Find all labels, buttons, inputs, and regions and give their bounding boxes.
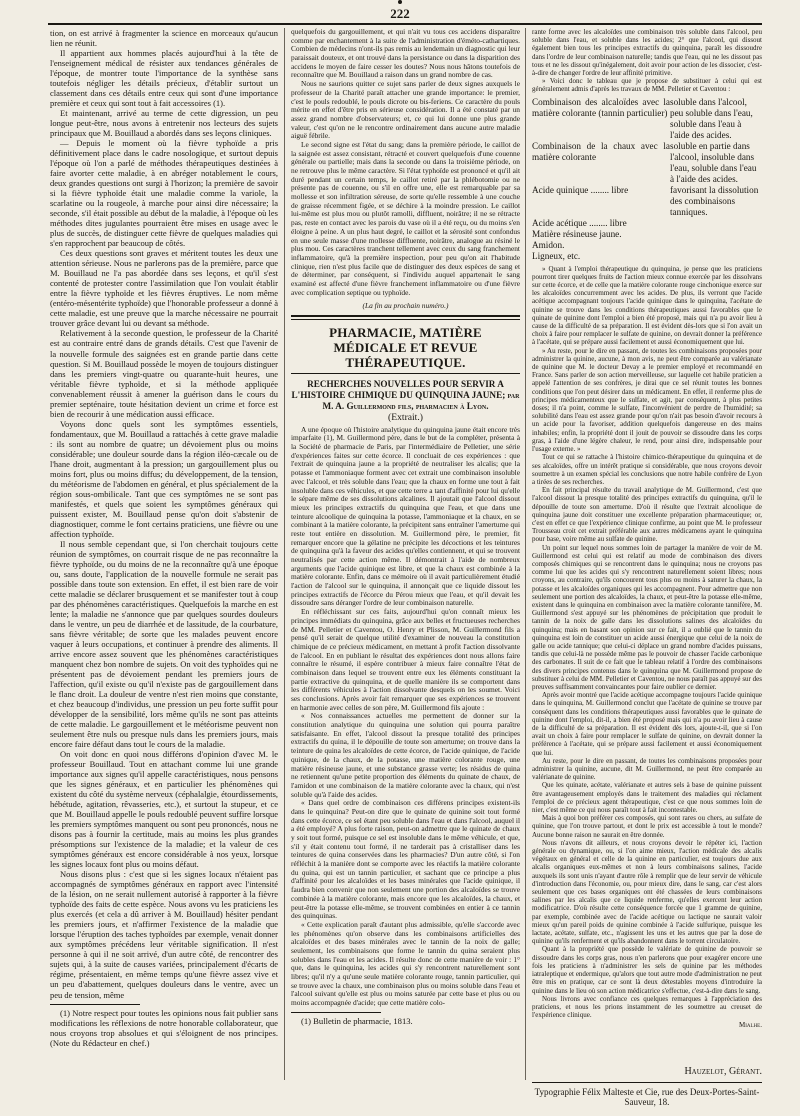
paragraph: Nous ne saurions quitter ce sujet sans parler de deux signes auxquels le professeur de la Charité paraît attacher une grande importance: le premier, c'est le pouls redoublé, le pouls dicrote ou bis-feriens. Ce caractère du pouls mérite en effet d'être pris en sérieuse considération. Il a été constaté par un assez grand nombre d'observateurs; et, ce qui lui donne une plus grande valeur, c'est qu'on ne le rencontre ordinairement dans aucune autre maladie aiguë fébrile.: [291, 79, 520, 141]
paragraph: quelquefois du gargouillement, et qui n'ait vu tous ces accidens disparaître comme par enchantement à la suite de l'administration d'éméto-cathartiques. Combien de médecins n'ont-ils pas remis au lendemain un diagnostic qui leur paraissait douteux, et ont trouvé dans la persistance ou dans la disparition des accidens le moyen de faire cesser les doutes? Nous nous hâtons toutefois de reconnaître que M. Bouillaud a raison dans un grand nombre de cas.: [291, 27, 520, 80]
table-row: [532, 97, 762, 141]
article-heading: RECHERCHES NOUVELLES POUR SERVIR A L'HISTOIRE CHIMIQUE DU QUINQUINA JAUNE; par M. A. Guillermond fils, pharmacien à Lyon.: [291, 379, 520, 411]
author-signature: Mialhe.: [739, 1021, 762, 1030]
article-subheading: (Extrait.): [388, 412, 423, 423]
paragraph: rante forme avec les alcaloïdes une combinaison très soluble dans l'alcool, peu soluble dans l'eau, et soluble dans les acides; 2° que l'alcool, qui dissout également bien tous les principes extractifs du quinquina, paraît les dissoudre dans l'ordre de leur combinaison naturelle; tandis que l'eau, qui ne les dissout pas tous et ne les dissout qu'inégalement, doit avoir pour action de les dissocier, c'est-à-dire de changer l'ordre de leur affinité primitive.: [532, 28, 762, 78]
table-cell: Acide quinique ........ libre: [532, 184, 629, 195]
paragraph: » Quant à l'emploi thérapeutique du quinquina, je pense que les praticiens pourront tirer quelques fruits de l'action mieux connue exercée par les dissolvans sur cette écorce, et de celle que la matière colorante rouge cinchonique exerce sur les alcaloïdes concurremment avec les acides. De plus, ils verront que l'acide acétique accompagnant toujours l'acide quinique dans le quinquina, l'acétate de quinine se trouve dans les conditions thérapeutiques aussi favorables que le quinate de quinine dont l'emploi a bien été proposé, mais qui n'a pu avoir lieu à cause de la difficulté de sa préparation. Il est évident dès-lors que si l'on avait un choix à faire pour remplacer le sulfate de quinine, on devrait donner la préférence à l'acétate, qui se prépare aussi facilement et aussi économiquement que lui.: [532, 264, 762, 347]
paragraph: En réfléchissant sur ces faits, aujourd'hui qu'on connaît mieux les principes immédiats du quinquina, grâce aux belles et fructueuses recherches de MM. Pelletier et Caventou, O. Henry et Plisson, M. Guillermond fils a pensé qu'il serait de quelque utilité d'examiner de nouveau la constitution chimique de ce précieux médicament, en mettant à profit l'action dissolvante de l'alcool. En en publiant le résultat des expériences dont nous allons faire connaître le résumé, il espère contribuer à mieux faire connaître l'état de combinaison dans lequel se trouvent entre eux les éléments constituant la partie extractive du quinquina, et de quelle manière ils se comportent dans les différents véhicules à l'action dissolvante desquels on les soumet. Voici ses conclusions. Après avoir fait remarquer que ses expériences se trouvent en harmonie avec celles de son père, M. Guillermond fils ajoute :: [291, 607, 520, 712]
table-row: [532, 185, 762, 218]
table-cell: Matière résineuse jaune.: [532, 228, 622, 239]
header-rule: [48, 23, 762, 25]
section-title: PHARMACIE, MATIÈRE MÉDICALE ET REVUE THÉRAPEUTIQUE.: [329, 325, 482, 370]
paragraph: « Cette explication paraît d'autant plus admissible, qu'elle s'accorde avec les phénomènes qu'on observe dans les combinaisons artificielles des alcaloïdes et des bases minérales avec le tannin de la noix de galle; seulement, les combinaisons que forme le tannin du quina seraient plus solubles dans l'eau et les acides. Il résulte donc de cette manière de voir : 1° que, dans le quinquina, les acides qui s'y rencontrent naturellement sont libres; qu'il n'y a qu'une seule matière colorante rouge, tannin particulier, qui se trouve avec la chaux, une combinaison plus ou moins soluble dans l'eau et l'alcool suivant qu'elle est plus ou moins saturée par cette base et plus ou ou moins accompagnée d'acide; que cette matière colo-: [291, 919, 520, 1008]
continued-note: (La fin au prochain numéro.): [362, 301, 449, 311]
paragraph: » Au reste, pour le dire en passant, de toutes les combinaisons proposées pour administrer la quinine, aucune, à mon avis, ne peut être comparée au valérianate de quinine que M. le docteur Devay a le premier employé et recommandé en France. Sans parler de son action merveilleuse, sur laquelle cet habile praticien a appelé l'attention de ses confrères, je dirai que ce sel réunit toutes les bonnes conditions que l'on peut désirer dans un médicament. En effet, il renferme plus de principes médicamenteux que le sulfate, et agit, par conséquent, à plus petites doses; il n'a point, comme le sulfate, l'inconvénient de perdre de l'humidité; sa solubilité dans l'eau est assez grande pour qu'on n'ait pas besoin d'avoir recours à un acide pour la favoriser, addition quelquefois dangereuse en des mains inhabiles; enfin, la propriété dont il jouit de pouvoir se dissoudre dans les corps gras, à l'aide d'une légère chaleur, le rend, pour ainsi dire, indispensable pour l'usage externe. »: [532, 346, 762, 454]
table-row: [532, 141, 762, 185]
paragraph: Il appartient aux hommes placés aujourd'hui à la tête de l'enseignement médical de résister aux tendances générales de l'époque, de montrer toute l'importance de la synthèse sans toutefois négliger les détails précieux, d'établir surtout un classement dans ces détails entre ceux qui sont d'une importance première et ceux qui sont tout à fait accessoires (1).: [50, 48, 278, 109]
paragraph: Nous n'avons dit ailleurs, et nous croyons devoir le répéter ici, l'action générale ou dynamique, ou, si l'on aime mieux, l'action médicale des alcalis végétaux en général et celle de la quinine en particulier, est toujours due aux alcalis organiques eux-mêmes et non à leurs combinaisons salines, l'acide auxquels ils sont unis n'ayant d'autre rôle à remplir que de leur servir de véhicule d'introduction dans l'économie, ou, pour mieux dire, dans le sang, car c'est alors seulement que ces bases organiques ont été chassées de leurs combinaisons salines par les alcalis que ce liquide renferme, qu'elles exercent leur action modificatrice. D'où résulte cette conséquence forcée que 1 gramme de quinine, par exemple, combinée avec de l'acide acétique ou lactique ne saurait valoir mieux qu'un pareil poids de quinine combinée à l'acide sulfurique, puisque les lactate, acétate, sulfate, etc., n'agissent les uns et les autres que par la dose de quinine qu'ils renferment et qu'ils abandonnent dans le torrent circulatoire.: [532, 838, 762, 946]
paragraph: Et maintenant, arrivé au terme de cette digression, un peu longue peut-être, nous avons à entretenir nos lecteurs des sujets principaux que M. Bouillaud a abordés dans ses leçons cliniques.: [50, 108, 278, 139]
paragraph: Après avoir montré que l'acide acétique accompagne toujours l'acide quinique dans le quinquina, M. Guillermond conclut que l'acétate de quinine se trouve par conséquent dans les conditions thérapeutiques aussi favorables que le quinate de quinine dont l'emploi, dit-il, a bien été proposé mais qui n'a pu avoir lieu à cause de la difficulté de sa préparation. Il est évident dès lors, ajoute-t-il, que si l'on avait un choix à faire pour remplacer le sulfate de quinine, on devrait donner la préférence à l'acétate, qui se prépare aussi facilement et aussi économiquement que lui.: [532, 691, 762, 757]
table-row: [532, 251, 762, 262]
paragraph: Relativement à la seconde question, le professeur de la Charité est au contraire entré dans de grands détails. C'est que l'avenir de la nouvelle formule des saignées est en grande partie dans cette question. Si M. Bouillaud possède le moyen de toujours distinguer dans les premiers vingt-quatre ou quarante-huit heures, une véritable fièvre typhoïde, et si la méthode appliquée convenablement réussit à amener la guérison dans le cours du premier septénaire, toute hésitation devient un crime et force est bien de recourir à une médication aussi efficace.: [50, 328, 278, 419]
paragraph: Quant à la propriété que possède le valériate de quinine de pouvoir se dissoudre dans les corps gras, nous n'en parlerons que pour exagérer encore une fois les praticiens à n'administrer les sels de quinine par les méthodes iatraleptique et endermique, qu'alors que tout autre mode d'administration ne peut être mis en pratique, car ce sont là deux détestables moyens d'introduire la quinine dans le lieu où son action médicatrice s'effectue, c'est-à-dire dans le sang.: [532, 945, 762, 995]
table-cell: [670, 240, 762, 251]
footnote: (1) Notre respect pour toutes les opinions nous fait publier sans modifications les réflexions de notre honorable collaborateur, que nous croyons trop absolues et qui s'éloignent de nos principes. (Note du Rédacteur en chef.): [50, 1007, 278, 1048]
table-row: [532, 229, 762, 240]
footnote-rule: [291, 1012, 381, 1013]
paragraph: Le second signe est l'état du sang; dans la première période, le caillot de la saignée est assez consistant, rétracté et couvert quelquefois d'une couenne générale ou partielle; mais dans la seconde ou dans la troisième période, on ne retrouve plus le même caractère. Si l'état typhoïde est prononcé et qu'il ait duré pendant un certain temps, le caillot retiré par la phlébotomie ou ne présente pas de couenne, ou s'il en offre une, elle est remarquable par sa mollesse et son infiltration séreuse, de sorte qu'elle ressemble à une couche de graisse récemment figée, et se déchire à la moindre pression. Le caillot lui-même est plus mou ou plutôt ramolli, diffluent, noirâtre; il ne se rétracte pas, reste en contact avec les parois du vase où il a été reçu, ou du moins s'en éloigne à peine. A un plus haut degré, le caillot et la sérosité sont confondus en une seule masse d'une mollesse diffluente, noirâtre, analogue au résiné le plus mou. Ces caractères tranchent tellement avec ceux du sang franchement inflammatoire, qu'à la première inspection, pour peu qu'on ait l'habitude clinique, rien n'est plus facile que de distinguer des deux espèces de sang et de déterminer, par conséquent, si l'individu auquel appartenait le sang examiné est affecté d'une fièvre franchement inflammatoire ou d'une fièvre avec complication septique ou typhoïde.: [291, 139, 520, 297]
section-rule: [291, 315, 520, 317]
column-3: [532, 28, 762, 1034]
paragraph: tion, on est arrivé à fragmenter la science en morceaux qu'aucun lien ne réunit.: [50, 28, 278, 49]
composition-table: [532, 97, 762, 262]
paragraph: Nous livrons avec confiance ces quelques remarques à l'appréciation des praticiens, et nous les prions instamment de les soumettre au creuset de l'expérience clinique.: [532, 994, 762, 1020]
paragraph: Ces deux questions sont graves et méritent toutes les deux une attention sérieuse. Nous ne parlerons pas de la première, parce que M. Bouillaud ne l'a pas abordée dans ses leçons, et qu'il s'est contenté de protester contre l'assimilation que l'on voulait établir entre la fièvre typhoïde et les fièvres éruptives. Le nom même (entéro-mésentérite typhoïde) que l'honorable professeur a donné à cette maladie, est une preuve que la marche nécessaire ne pourrait trouver grâce devant lui ou devant sa méthode.: [50, 248, 278, 329]
table-cell: soluble dans l'alcool, peu soluble dans l'eau, soluble dans l'eau à l'aide des acides.: [670, 96, 753, 140]
column-divider: [525, 28, 526, 1080]
table-cell: Amidon.: [532, 239, 565, 250]
table-cell: [670, 251, 762, 262]
paragraph: » Voici donc le tableau que je propose de substituer à celui qui est généralement admis d'après les travaux de MM. Pelletier et Caventou :: [532, 77, 762, 94]
table-row: [532, 240, 762, 251]
paragraph: Nous disons plus : c'est que si les signes locaux n'étaient pas accompagnés de symptômes généraux en rapport avec l'intensité de la lésion, on ne serait nullement autorisé à rapporter à la fièvre typhoïde des faits de cette espèce. Nous avons vu les praticiens les plus exercés (et cela a dû arriver à M. Bouillaud) hésiter pendant les premiers jours, et n'affirmer l'existence de la maladie que lorsque l'éruption des taches typhoïdes par exemple, venait donner aux symptômes précédens leur véritable signification. Il n'est personne à qui il ne soit arrivé, d'un autre côté, de rencontrer des sujets qui, à la suite de causes variées, principalement d'écarts de régime, présentaient, en même temps qu'une fièvre assez vive et un peu d'abattement, quelques douleurs dans le ventre, avec un peu de tension, même: [50, 869, 278, 1000]
paragraph: Un point sur lequel nous sommes loin de partager la manière de voir de M. Guillermond est celui qui est relatif au mode de combinaison des divers composés chimiques qui se rencontrent dans le quinquina; nous ne croyons pas comme lui que les acides qui s'y rencontrent naturellement soient libres; nous croyons, au contraire, qu'ils concourent tous plus ou moins à saturer la chaux, la potasse et les alcaloïdes organiques qui les accompagnent. Pour admettre que non seulement une portion des alcaloïdes, la chaux, et peut-être la potasse elle-même, existent dans le quinquina en combinaison avec la matière colorante tannifère, M. Guillermond s'est appuyé sur les phénomènes de précipitation que produit le tannin de la noix de galle dans les dissolutions salines des alcaloïdes du quinquina; mais en basant son opinion sur ce fait, il a oublié que le tannin du quinquina est loin de constituer un acide aussi énergique que celui de la noix de galle ou acide tannique; que celui-ci déplace un grand nombre d'acides puissans, tandis que celui-là ne possède même pas le pouvoir de chasser l'acide carbonique des carbonates. Il suit de ce fait que le tableau relatif à l'ordre des combinaisons des divers principes contenus dans le quinquina que M. Guillermond propose de substituer à celui de MM. Pelletier et Caventou, ne nous paraît pas appuyé sur des preuves suffisamment convaincantes pour faire oublier ce dernier.: [532, 543, 762, 691]
table-cell: Combinaison de la chaux avec la matière colorante: [532, 140, 670, 162]
paragraph: On voit donc en quoi nous différons d'opinion d'avec M. le professeur Bouillaud. Tout en attachant comme lui une grande importance aux signes qu'il appelle caractéristiques, nous pensons que les signes généraux, et en particulier les phénomènes qui existent du côté du système nerveux (céphalalgie, étourdissements, hébétude, agitation, rêvasseries, etc.), et surtout la stupeur, et ce que M. Bouillaud appelle le pouls redoublé peuvent suffire lorsque les premiers symptômes manquent ou sont peu prononcés, nous ne disons pas à fournir la certitude, mais au moins les plus grandes présomptions sur l'existence de la maladie; et la valeur de ces symptômes généraux est encore considérable à nos yeux, lorsque les signes locaux font plus ou moins défaut.: [50, 749, 278, 870]
section-rule: [291, 373, 520, 374]
footnote-rule: [50, 1004, 140, 1005]
page-number: 222: [390, 6, 410, 21]
section-rule: [291, 319, 520, 320]
table-cell: [670, 229, 762, 240]
paragraph: « Dans quel ordre de combinaison ces différens principes existent-ils dans le quinquina? Peut-on dire que le quinate de quinine soit tout formé dans cette écorce, ce sel étant peu soluble dans l'eau et dans l'alcool, auquel il a été employé? A plus forte raison, peut-on admettre que le quinate de chaux y soit tout formé, puisque ce sel est insoluble dans le même véhicule, et que, s'il y était contenu tout formé, il ne tarderait pas à cristalliser dans les teintures de quina conservées dans les pharmacies? D'un autre côté, si l'on réfléchit à la manière dont se comporte avec les réactifs la matière colorante du quina, qui est un tannin particulier, et sachant que ce principe a plus d'affinité pour les alcaloïdes et les bases minérales que l'acide quinique, il faudra bien convenir que non seulement une portion des alcaloïdes se trouve combinée à la matière colorante, mais encore que les alcaloïdes, la chaux, et peut-être la potasse elle-même, se trouvent combinées en entier à ce tannin des quinquinas.: [291, 798, 520, 921]
paragraph: Tout ce qui se rattache à l'histoire chimico-thérapeutique du quinquina et de ses alcaloïdes, offre un intérêt pratique si considérable, que nous croyons devoir soumettre à un examen spécial les conclusions que notre habile confrère de Lyon a tirées de ses recherches.: [532, 453, 762, 486]
footnote: (1) Bulletin de pharmacie, 1813.: [301, 1015, 413, 1026]
paragraph: A une époque où l'histoire analytique du quinquina jaune était encore très imparfaite (1), M. Guillermond père, dans le but de la compléter, présenta à la Société de pharmacie de Paris, par l'intermédiaire de Pelletier, une série d'expériences faites sur cette écorce. Il concluait de ces expériences : que l'extrait de quinquina jaune a la propriété de neutraliser les alcalis; que la potasse et l'ammoniaque forment avec cet extrait une combinaison insoluble avec l'alcool, et très soluble dans l'eau; que la chaux en forme une tout à fait insoluble dans ces véhicules, et que cette terre a tant d'affinité pour lui qu'elle le sépare même de ses dissolutions alcalines. Il ajoutait que l'alcool dissout mieux les principes extractifs du quinquina que l'eau, et que dans une teinture alcoolique de quinquina la potasse, l'ammoniaque et la chaux, en se combinant à la matière colorante, la précipitent sans entraîner l'amertume qui reste tout entière en dissolution. M. Guillermond père, le premier, fit remarquer encore que la gélatine ne précipite les décoctions et les teintures de quinquina qu'à la faveur des acides qu'elles contiennent, et qui se trouvent neutralisés par cette action même. Il démontrait à l'aide de nombreux arguments que l'acide quinique est libre, et que la chaux est combinée à la matière colorante. Enfin, dans ce mémoire où il avait particulièrement étudié l'action de l'alcool sur le quinquina, il annonçait que ce liquide dissout les principes extractifs de l'écorce du Pérou mieux que l'eau, et qu'il devait les dissoudre sans déranger l'ordre de leur combinaison naturelle.: [291, 424, 520, 608]
table-cell: soluble en partie dans l'alcool, insoluble dans l'eau, soluble dans l'eau à l'aide des acides.: [670, 140, 757, 184]
printer-imprint: Typographie Félix Malteste et Cie, rue des Deux-Portes-Saint-Sauveur, 18.: [534, 1087, 760, 1107]
paragraph: Que les quinate, acétate, valérianate et autres sels à base de quinine puissent être avantageusement employés dans le traitement des maladies qui réclament l'emploi de ce précieux agent thérapeutique, c'est ce que nous sommes loin de nier, c'est même ce qui nous paraît tout à fait incontestable.: [532, 781, 762, 815]
paragraph: En fait principal résulte du travail analytique de M. Guillermond, c'est que l'alcool dissout la presque totalité des principes extractifs du quinquina, qu'il le dépouille de toute son amertume. D'où il résulte que l'extrait alcoolique de quinquina jaune doit constituer une excellente préparation pharmaceutique; or, c'est en effet ce que l'expérience clinique confirme, au point que M. le professeur Trousseau croit cet extrait préférable aux autres médicamens ayant le quinquina pour base, voire même au sulfate de quinine.: [532, 486, 762, 544]
table-cell: Ligneux, etc.: [532, 250, 581, 261]
table-cell: favorisant la dissolution des combinaisons tanniques.: [670, 184, 759, 217]
table-row: [532, 218, 762, 229]
paragraph: « Nos connaissances actuelles me permettent de donner sur la constitution analytique du quinquina une solution qui pourra paraître satisfaisante. En effet, l'alcool dissout la presque totalité des principes extractifs du quina, il le dépouille de toute son amertume; on trouve dans la teinture de quina les alcaloïdes de cette écorce, de l'acide quinique, de l'acide quinique, de la chaux, de la potasse, une matière colorante rouge, une matière résineuse jaune, et une substance grasse verte; les résidus de quina ne retiennent qu'une petite proportion des éléments du quinate de chaux, de l'amidon et une combinaison de la matière colorante avec la chaux, qui n'est soluble qu'à l'aide des acides.: [291, 711, 520, 799]
paragraph: Il nous semble cependant que, si l'on cherchait toujours cette réunion de symptômes, on courrait risque de ne pas reconnaître la fièvre typhoïde, ou du moins de ne la reconnaître qu'à une époque ou, sans doute, l'application de la nouvelle formule ne serait pas possible dans toute son extension. En effet, il est bien rare de voir cette maladie se déclarer brusquement et se manifester tout à coup par des phénomènes caractéristiques. Quelquefois la marche en est lente; la maladie ne s'annonce que par quelques sourdes douleurs dans le ventre, un peu de diarrhée et de lassitude, de la courbature, sans fièvre véritable; de sorte que les malades peuvent encore vaquer à leurs occupations, et continuer à prendre des aliments. Il arrive encore assez souvent que les phénomènes caractéristiques manquent chez bon nombre de sujets. On voit des typhoïdes qui ne présentent pas de dévoiement pendant les premiers jours de l'affection, qu'il existe ou qu'il n'existe pas de gargouillement dans le flanc droit. La douleur de ventre n'est rien moins que constante, et chez beaucoup d'individus, une pression un peu forte suffit pour développer de la sensibilité, lors même qu'ils ne sont pas atteints de cette maladie. Le gargouillement et le météorisme peuvent non seulement être nuls ou presque nuls dans les premiers jours, mais encore faire défaut dans tout le cours de la maladie.: [50, 538, 278, 750]
paragraph: — Depuis le moment où la fièvre typhoïde a pris définitivement place dans le cadre nosologique, et surtout depuis l'époque où l'on a parlé de méthodes thérapeutiques destinées à faire avorter cette maladie, à en abréger notablement le cours, deux grandes questions ont surgi à l'horizon; la première de savoir si la fièvre typhoïde était une maladie comme la variole, la scarlatine ou la rougeole, à marche pour ainsi dire nécessaire; la seconde, s'il était possible au début de la maladie, à l'époque où les méthodes dites jugulantes pourraient être mises en usage avec le plus de succès, de distinguer cette fièvre de quelques maladies qui s'en rapprochent par beaucoup de côtés.: [50, 138, 278, 249]
ink-dot: [398, 0, 402, 4]
publisher-signature: Hauzelot, Gérant.: [684, 1066, 762, 1077]
paragraph: Mais à quoi bon préférer ces composés, qui sont rares ou chers, au sulfate de quinine, que l'on trouve partout, et dont le prix est accessible à tout le monde? Aucune bonne raison ne saurait en être donnée.: [532, 814, 762, 839]
table-cell: [670, 218, 762, 229]
footer-rule: [532, 1082, 762, 1083]
table-cell: Acide acétique ........ libre: [532, 217, 627, 228]
paragraph: Voyons donc quels sont les symptômes essentiels, fondamentaux, que M. Bouillaud a rattachés à cette grave maladie : ils sont au nombre de quatre; un dévoiement plus ou moins considérable; une douleur sourde dans la région iléo-cæcale ou de l'hane droit, augmentant à la pression; un gargouillement plus ou moins fort, plus ou moins diffus; du développement, de la tension, du météorisme de l'abdomen en général, et plus spécialement de la région sous-ombilicale. Tant que ces symptômes ne se sont pas manifestés, et quels que soient les symptômes généraux qui puissent exister, M. Bouillaud pense qu'on doit s'abstenir de diagnostiquer, comme le font certains praticiens, une fièvre ou une affection typhoïde.: [50, 418, 278, 539]
column-1: [50, 28, 278, 1048]
paragraph: Au reste, pour le dire en passant, de toutes les combinaisons proposées pour administrer la quinine, aucune, dit M. Guillermond, ne peut être comparée au valérianate de quinine.: [532, 756, 762, 782]
column-divider: [284, 28, 285, 1080]
column-2: [291, 28, 520, 1026]
table-cell: Combinaison des alcaloïdes avec la matière colorante (tannin particulier): [532, 96, 670, 118]
